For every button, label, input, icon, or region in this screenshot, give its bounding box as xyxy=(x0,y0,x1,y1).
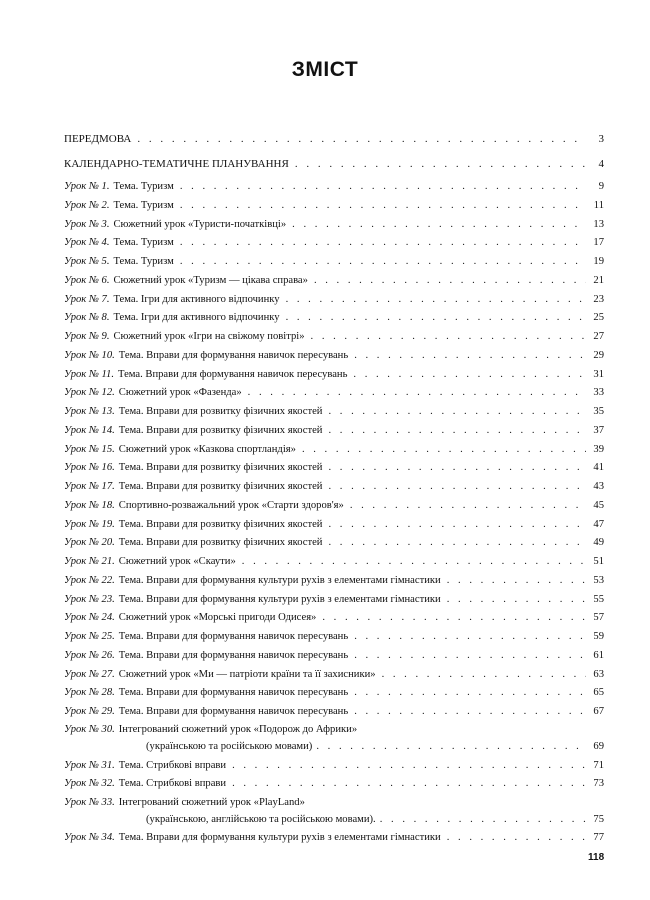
lesson-title: Тема. Вправи для формування культури рухів з елементами гімнастики xyxy=(118,594,441,605)
lesson-label: Урок № 16. xyxy=(64,462,115,473)
toc-entry-preface[interactable] xyxy=(64,133,604,146)
toc-entry-lesson[interactable] xyxy=(64,705,604,718)
toc-entry-lesson[interactable] xyxy=(64,405,604,418)
toc-page-number: 35 xyxy=(593,406,604,417)
dot-leader xyxy=(447,831,586,844)
lesson-label: Урок № 13. xyxy=(64,406,115,417)
dot-leader xyxy=(354,349,586,362)
lesson-title: Тема. Вправи для розвитку фізичних якостей xyxy=(118,537,323,548)
lesson-label: Урок № 14. xyxy=(64,425,115,436)
toc-page-number: 65 xyxy=(593,687,604,698)
toc-entry-lesson[interactable] xyxy=(64,649,604,662)
lesson-title: Тема. Вправи для формування навичок пересувань xyxy=(118,650,349,661)
toc-entry-lesson[interactable] xyxy=(64,255,604,268)
lesson-label: Урок № 19. xyxy=(64,519,115,530)
lesson-title: Тема. Вправи для формування навичок пересувань xyxy=(118,687,349,698)
lesson-label: Урок № 24. xyxy=(64,612,115,623)
dot-leader xyxy=(292,218,586,231)
toc-page-number: 13 xyxy=(593,219,604,230)
toc-entry-lesson[interactable] xyxy=(64,199,604,212)
lesson-title: Сюжетний урок «Скаути» xyxy=(118,556,236,567)
dot-leader xyxy=(328,424,586,437)
dot-leader xyxy=(137,133,586,146)
toc-page-number: 77 xyxy=(593,832,604,843)
toc-page-number: 4 xyxy=(598,158,604,170)
toc-entry-lesson[interactable] xyxy=(64,180,604,193)
dot-leader xyxy=(353,368,586,381)
toc-page-number: 29 xyxy=(593,350,604,361)
toc-entry-lesson[interactable] xyxy=(64,330,604,343)
toc-page-number: 47 xyxy=(593,519,604,530)
toc-entry-lesson[interactable] xyxy=(64,349,604,362)
lesson-label: Урок № 29. xyxy=(64,706,115,717)
lesson-title: Тема. Вправи для розвитку фізичних якостей xyxy=(118,481,323,492)
lesson-title: Тема. Туризм xyxy=(113,237,174,248)
toc-page-number: 55 xyxy=(593,594,604,605)
toc-entry-lesson-30[interactable] xyxy=(64,723,357,736)
dot-leader xyxy=(382,668,586,681)
page-title: ЗМІСТ xyxy=(291,58,359,81)
dot-leader xyxy=(180,236,586,249)
dot-leader xyxy=(311,330,586,343)
lesson-label: Урок № 12. xyxy=(64,387,115,398)
toc-entry-lesson[interactable] xyxy=(64,218,604,231)
lesson-title: Тема. Ігри для активного відпочинку xyxy=(113,312,280,323)
toc-entry-lesson[interactable] xyxy=(64,236,604,249)
dot-leader xyxy=(286,311,586,324)
lesson-title: Інтегрований сюжетний урок «Подорож до Африки» xyxy=(118,724,358,735)
toc-entry-lesson[interactable] xyxy=(64,759,604,772)
lesson-title: Сюжетний урок «Ігри на свіжому повітрі» xyxy=(113,331,305,342)
lesson-title: Тема. Вправи для розвитку фізичних якостей xyxy=(118,406,323,417)
lesson-title: Тема. Вправи для розвитку фізичних якостей xyxy=(118,519,323,530)
lesson-title: Тема. Вправи для розвитку фізичних якостей xyxy=(118,425,323,436)
lesson-title: Тема. Ігри для активного відпочинку xyxy=(113,294,280,305)
lesson-label: Урок № 33. xyxy=(64,797,115,808)
dot-leader xyxy=(180,255,586,268)
dot-leader xyxy=(328,405,586,418)
dot-leader xyxy=(354,705,586,718)
toc-entry-title: ПЕРЕДМОВА xyxy=(64,133,132,145)
lesson-label: Урок № 5. xyxy=(64,256,110,267)
lesson-label: Урок № 30. xyxy=(64,724,115,735)
lesson-title: Тема. Вправи для формування культури рухів з елементами гімнастики xyxy=(118,832,441,843)
toc-page-number: 75 xyxy=(593,814,604,825)
lesson-title: Сюжетний урок «Туристи-початківці» xyxy=(113,219,287,230)
toc-page-number: 49 xyxy=(593,537,604,548)
toc-entry-lesson[interactable] xyxy=(64,461,604,474)
toc-entry-lesson[interactable] xyxy=(64,293,604,306)
lesson-title: Тема. Вправи для розвитку фізичних якостей xyxy=(118,462,323,473)
dot-leader xyxy=(322,611,586,624)
dot-leader xyxy=(328,518,586,531)
lesson-label: Урок № 9. xyxy=(64,331,110,342)
lesson-title: Тема. Стрибкові вправи xyxy=(118,778,227,789)
dot-leader xyxy=(242,555,586,568)
toc-page-number: 51 xyxy=(593,556,604,567)
dot-leader xyxy=(350,499,586,512)
toc-entry-lesson-30-continuation[interactable] xyxy=(146,740,604,753)
lesson-title: Сюжетний урок «Фазенда» xyxy=(118,387,242,398)
lesson-title: Тема. Туризм xyxy=(113,181,174,192)
lesson-label: Урок № 3. xyxy=(64,219,110,230)
toc-page-number: 17 xyxy=(593,237,604,248)
lesson-label: Урок № 20. xyxy=(64,537,115,548)
lesson-label: Урок № 22. xyxy=(64,575,115,586)
lesson-title: Сюжетний урок «Морські пригоди Одисея» xyxy=(118,612,317,623)
toc-entry-lesson[interactable] xyxy=(64,630,604,643)
dot-leader xyxy=(180,180,586,193)
lesson-label: Урок № 7. xyxy=(64,294,110,305)
lesson-label: Урок № 17. xyxy=(64,481,115,492)
toc-entry-lesson[interactable] xyxy=(64,668,604,681)
dot-leader xyxy=(328,536,586,549)
lesson-title: Тема. Вправи для формування навичок пересувань xyxy=(118,369,348,380)
dot-leader xyxy=(295,158,586,171)
dot-leader xyxy=(286,293,586,306)
dot-leader xyxy=(232,777,586,790)
lesson-label: Урок № 25. xyxy=(64,631,115,642)
lesson-title: Тема. Вправи для формування навичок пересувань xyxy=(118,350,349,361)
toc-entry-title: КАЛЕНДАРНО-ТЕМАТИЧНЕ ПЛАНУВАННЯ xyxy=(64,158,289,170)
dot-leader xyxy=(328,480,586,493)
toc-page-number: 71 xyxy=(593,760,604,771)
lesson-label: Урок № 1. xyxy=(64,181,110,192)
toc-page-number: 59 xyxy=(593,631,604,642)
lesson-title: Сюжетний урок «Казкова спортландія» xyxy=(118,444,296,455)
toc-page-number: 9 xyxy=(598,181,604,192)
toc-entry-lesson-33[interactable] xyxy=(64,796,305,809)
lesson-label: Урок № 32. xyxy=(64,778,115,789)
dot-leader xyxy=(380,813,586,826)
lesson-label: Урок № 26. xyxy=(64,650,115,661)
toc-entry-lesson[interactable] xyxy=(64,611,604,624)
dot-leader xyxy=(314,274,586,287)
toc-page-number: 23 xyxy=(593,294,604,305)
lesson-title: Інтегрований сюжетний урок «PlayLand» xyxy=(118,797,305,808)
toc-entry-lesson[interactable] xyxy=(64,386,604,399)
dot-leader xyxy=(248,386,586,399)
lesson-title: Тема. Стрибкові вправи xyxy=(118,760,227,771)
lesson-label: Урок № 11. xyxy=(64,369,114,380)
lesson-title: Тема. Туризм xyxy=(113,256,174,267)
toc-page-number: 27 xyxy=(593,331,604,342)
dot-leader xyxy=(447,574,586,587)
lesson-title: Тема. Вправи для формування навичок пересувань xyxy=(118,706,349,717)
dot-leader xyxy=(302,443,586,456)
lesson-label: Урок № 34. xyxy=(64,832,115,843)
dot-leader xyxy=(354,649,586,662)
dot-leader xyxy=(316,740,586,753)
toc-page-number: 31 xyxy=(593,369,604,380)
toc-page-number: 11 xyxy=(593,200,604,211)
toc-entry-lesson[interactable] xyxy=(64,555,604,568)
toc-page-number: 3 xyxy=(598,133,604,145)
toc-entry-lesson[interactable] xyxy=(64,777,604,790)
dot-leader xyxy=(447,593,586,606)
toc-page-number: 21 xyxy=(593,275,604,286)
toc-page-number: 61 xyxy=(593,650,604,661)
toc-entry-lesson[interactable] xyxy=(64,536,604,549)
dot-leader xyxy=(354,686,586,699)
lesson-title: Сюжетний урок «Туризм — цікава справа» xyxy=(113,275,308,286)
toc-entry-lesson[interactable] xyxy=(64,499,604,512)
toc-entry-lesson[interactable] xyxy=(64,443,604,456)
lesson-title: Спортивно-розважальний урок «Старти здоров'я» xyxy=(118,500,344,511)
lesson-label: Урок № 23. xyxy=(64,594,115,605)
dot-leader xyxy=(328,461,586,474)
lesson-label: Урок № 18. xyxy=(64,500,115,511)
lesson-label: Урок № 31. xyxy=(64,760,115,771)
toc-entry-lesson[interactable] xyxy=(64,274,604,287)
lesson-label: Урок № 21. xyxy=(64,556,115,567)
toc-entry-lesson-33-continuation[interactable] xyxy=(146,813,604,826)
toc-page-number: 67 xyxy=(593,706,604,717)
lesson-label: Урок № 2. xyxy=(64,200,110,211)
lesson-label: Урок № 4. xyxy=(64,237,110,248)
toc-page-number: 73 xyxy=(593,778,604,789)
lesson-label: Урок № 15. xyxy=(64,444,115,455)
toc-page-number: 63 xyxy=(593,669,604,680)
dot-leader xyxy=(232,759,586,772)
toc-page-number: 39 xyxy=(593,444,604,455)
toc-page-number: 53 xyxy=(593,575,604,586)
toc-page-number: 69 xyxy=(593,741,604,752)
toc-page-number: 43 xyxy=(593,481,604,492)
toc-entry-lesson[interactable] xyxy=(64,311,604,324)
toc-entry-lesson[interactable] xyxy=(64,574,604,587)
lesson-label: Урок № 10. xyxy=(64,350,115,361)
toc-page-number: 45 xyxy=(593,500,604,511)
lesson-subtitle: (українською, англійською та російською мовами). xyxy=(146,814,376,825)
toc-entry-lesson[interactable] xyxy=(64,480,604,493)
toc-page-number: 19 xyxy=(593,256,604,267)
toc-page-number: 41 xyxy=(593,462,604,473)
toc-page-number: 37 xyxy=(593,425,604,436)
toc-entry-calendar-planning[interactable] xyxy=(64,158,604,171)
toc-page-number: 25 xyxy=(593,312,604,323)
toc-entry-lesson[interactable] xyxy=(64,368,604,381)
toc-entry-lesson[interactable] xyxy=(64,518,604,531)
toc-page-number: 57 xyxy=(593,612,604,623)
lesson-label: Урок № 6. xyxy=(64,275,110,286)
lesson-title: Тема. Вправи для формування культури рухів з елементами гімнастики xyxy=(118,575,441,586)
toc-entry-lesson[interactable] xyxy=(64,831,604,844)
dot-leader xyxy=(354,630,586,643)
dot-leader xyxy=(180,199,586,212)
page-number: 118 xyxy=(588,852,605,863)
lesson-title: Сюжетний урок «Ми — патріоти країни та її захисники» xyxy=(118,669,376,680)
lesson-title: Тема. Туризм xyxy=(113,200,174,211)
toc-page-number: 33 xyxy=(593,387,604,398)
toc-entry-lesson[interactable] xyxy=(64,593,604,606)
lesson-title: Тема. Вправи для формування навичок пересувань xyxy=(118,631,349,642)
lesson-label: Урок № 27. xyxy=(64,669,115,680)
toc-entry-lesson[interactable] xyxy=(64,424,604,437)
toc-entry-lesson[interactable] xyxy=(64,686,604,699)
lesson-label: Урок № 28. xyxy=(64,687,115,698)
lesson-label: Урок № 8. xyxy=(64,312,110,323)
lesson-subtitle: (українською та російською мовами) xyxy=(146,741,313,752)
